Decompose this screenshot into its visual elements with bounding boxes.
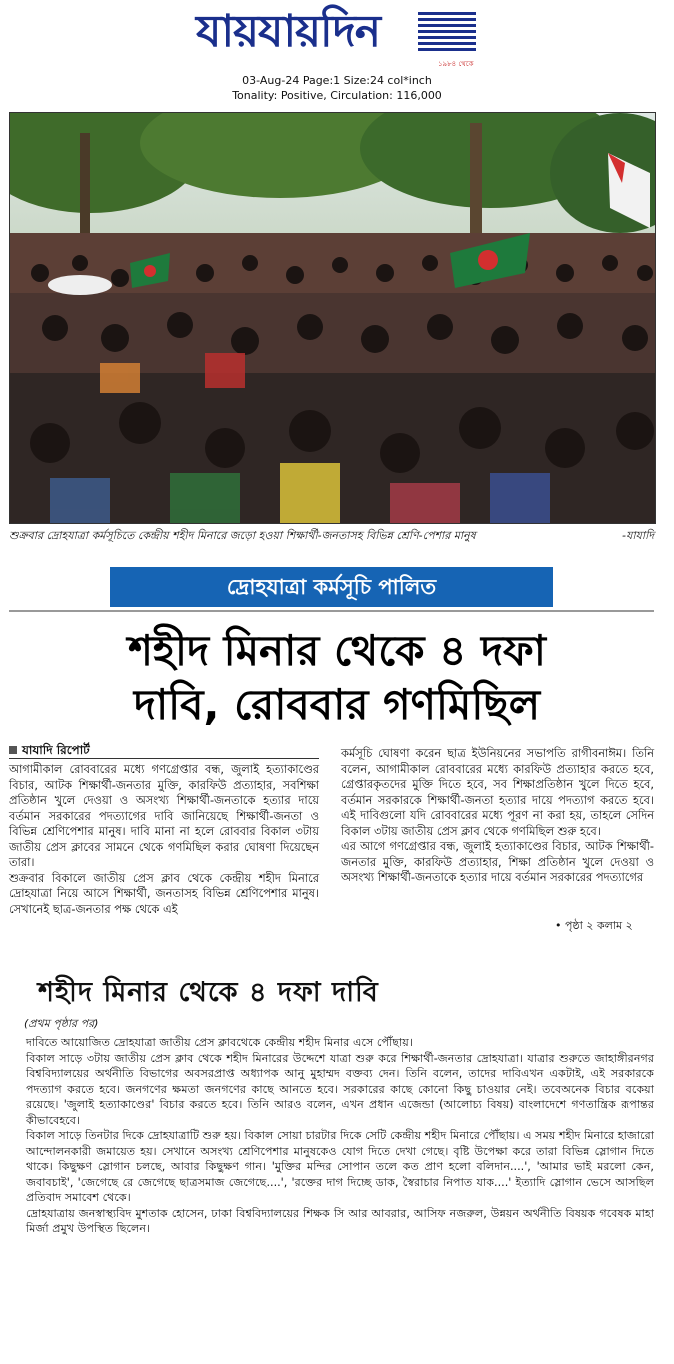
- byline: [9, 742, 90, 762]
- continuation-label: (প্রথম পৃষ্ঠার পর): [24, 1017, 99, 1030]
- article-column-2: [341, 746, 654, 886]
- photo-caption: [9, 527, 654, 546]
- paragraph: দাবিতে আয়োজিত দ্রোহযাত্রা জাতীয় প্রেস ক্লাবথেকে কেন্দ্রীয় শহীদ মিনার এসে পৌঁছায়।: [26, 1036, 413, 1049]
- byline-rule: [9, 758, 319, 759]
- article-column-1: [9, 762, 319, 917]
- logo-subtitle: ১৯৮৪ থেকে: [438, 60, 474, 68]
- paragraph: শুক্রবার বিকালে জাতীয় প্রেস ক্লাব থেকে কেন্দ্রীয় শহীদ মিনারে দ্রোহযাত্রা নিয়ে আসে শিক্ষার্থী, জনতাসহ বিভিন্ন শ্রেণিপেশার মানুষ। সেখানেই ছাত্র-জনতার পক্ষ থেকে এই: [9, 870, 319, 916]
- news-photo: [9, 112, 656, 524]
- paragraph: বিকাল সাড়ে ৩টায় জাতীয় প্রেস ক্লাব থেকে শহীদ মিনারের উদ্দেশে যাত্রা শুরু করে শিক্ষার্থী-জনতার দ্রোহযাত্রা। যাত্রার শুরুতে জাহাঙ্গীরনগর বিশ্ববিদ্যালয়ের অর্থনীতি বিভাগের অবসরপ্রাপ্ত অধ্যাপক আনু মুহাম্মদ বক্তব্য দেন। তিনি বলেন, তাদের দাবিএখন একটাই, এই সরকারকে পদত্যাগ করতে হবে। জনগণের ক্ষমতা জনগণের কাছে আনতে হবে। সরকারের কাছে কোনো কিছু চাওয়ার নেই। তবেঅনেক বিচার বকেয়া রয়েছে। 'জুলাই হত্যাকাণ্ডের' বিচার করতে হবে। তিনি আরও বলেন, এখন প্রধান এজেন্ডা (আলোচ্য বিষয়) বাংলাদেশে গণতান্ত্রিক রূপান্তর কীভাবেহবে।: [26, 1051, 654, 1127]
- headline-line-1: শহীদ মিনার থেকে ৪ দফা: [128, 626, 546, 675]
- continuation-body: [26, 1035, 654, 1237]
- paragraph: আগামীকাল রোববারের মধ্যে গণগ্রেপ্তার বন্ধ, জুলাই হত্যাকাণ্ডের বিচার, আটক শিক্ষার্থী-জনতার মুক্তি, কারফিউ প্রত্যাহার, সবশিক্ষা প্রতিষ্ঠান খুলে দেওয়া ও অসংখ্য শিক্ষার্থী-জনতাকে হত্যার দায়ে বর্তমান সরকারের পদত্যাগের দাবি জানিয়েছে শিক্ষার্থী-জনতা ও বিভিন্ন শ্রেণিপেশার মানুষ। দাবি মানা না হলে রোববার বিকাল ৩টায় জাতীয় প্রেস ক্লাবের সামনে থেকে গণমিছিল করার ঘোষণা দিয়েছেন তারা।: [9, 762, 319, 869]
- kicker-banner: দ্রোহযাত্রা কর্মসূচি পালিত: [110, 567, 553, 607]
- masthead: [0, 0, 674, 112]
- divider-rule: [9, 610, 654, 612]
- newspaper-logo: যায়যায়দিন: [196, 6, 381, 57]
- jump-reference: • পৃষ্ঠা ২ কলাম ২: [555, 919, 633, 932]
- headline-line-2: দাবি, রোববার গণমিছিল: [133, 680, 541, 729]
- paragraph: এর আগে গণগ্রেপ্তার বন্ধ, জুলাই হত্যাকাণ্ডের বিচার, আটক শিক্ষার্থী-জনতার মুক্তি, কারফিউ প্রত্যাহার, শিক্ষা প্রতিষ্ঠান খুলে দেওয়া ও অসংখ্য শিক্ষার্থী-জনতাকে হত্যার দায়ে বর্তমান সরকারের পদত্যাগের: [341, 839, 654, 884]
- clipping-meta-circulation: Tonality: Positive, Circulation: 116,000: [232, 89, 442, 102]
- paragraph: দ্রোহযাত্রায় জনস্বাস্থ্যবিদ মুশতাক হোসেন, ঢাকা বিশ্ববিদ্যালয়ের শিক্ষক সি আর আবরার, আসিফ নজরুল, উন্নয়ন অর্থনীতি বিষয়ক গবেষক মাহা মির্জা প্রমুখ উপস্থিত ছিলেন।: [26, 1206, 654, 1235]
- photo-caption-text: শুক্রবার দ্রোহযাত্রা কর্মসূচিতে কেন্দ্রীয় শহীদ মিনারে জড়ো হওয়া শিক্ষার্থী-জনতাসহ বিভিন্ন শ্রেণি-পেশার মানুষ: [9, 529, 476, 542]
- photo-credit: -যাযাদি: [622, 529, 654, 542]
- paragraph: কর্মসূচি ঘোষণা করেন ছাত্র ইউনিয়নের সভাপতি রাগীবনাঈম। তিনি বলেন, আগামীকাল রোববারের মধ্যে কারফিউ প্রত্যাহার করতে হবে, গ্রেপ্তারকৃতদের মুক্তি দিতে হবে, সব শিক্ষাপ্রতিষ্ঠান খুলে দিতে হবে, বর্তমান সরকারকে শিক্ষার্থী-জনতা হত্যার দায়ে পদত্যাগ করতে হবে। এই দাবিগুলো যদি রোববারের মধ্যে পূরণ না করা হয়, তাহলে সেদিন বিকাল ৩টায় জাতীয় প্রেস ক্লাব থেকে গণমিছিল শুরু হবে।: [341, 746, 654, 838]
- logo-lines-icon: [418, 12, 476, 58]
- crowd-photo-illustration: [10, 113, 655, 523]
- continuation-headline: শহীদ মিনার থেকে ৪ দফা দাবি: [38, 977, 379, 1008]
- clipping-meta-size: 03-Aug-24 Page:1 Size:24 col*inch: [242, 74, 432, 87]
- byline-text: যাযাদি রিপোর্ট: [22, 743, 90, 757]
- paragraph: বিকাল সাড়ে তিনটার দিকে দ্রোহযাত্রাটি শুরু হয়। বিকাল সোয়া চারটার দিকে সেটি কেন্দ্রীয় শহীদ মিনারে পৌঁছায়। এ সময় শহীদ মিনারে হাজারো আন্দোলনকারী জমায়েত হয়। সেখানে অসংখ্য শ্রেণিপেশার মানুষকেও যোগ দিতে দেখা গেছে। বৃষ্টি উপেক্ষা করে তারা বিভিন্ন স্লোগান দিতে থাকে। কিছুক্ষণ স্লোগান চলছে, আবার কিছুক্ষণ গান। 'মুক্তির মন্দির সোপান তলে কত প্রাণ হলো বলিদান....', 'আমার ভাই মরলো কেন, জবাবচাই', 'জেগেছে রে জেগেছে ছাত্রসমাজ জেগেছে....', 'রক্তের দাগ দিচ্ছে ডাক, স্বৈরাচার নিপাত যাক....' ইত্যাদি স্লোগান ভেসে আসছিল প্রতিবাদ সমাবেশ থেকে।: [26, 1129, 654, 1204]
